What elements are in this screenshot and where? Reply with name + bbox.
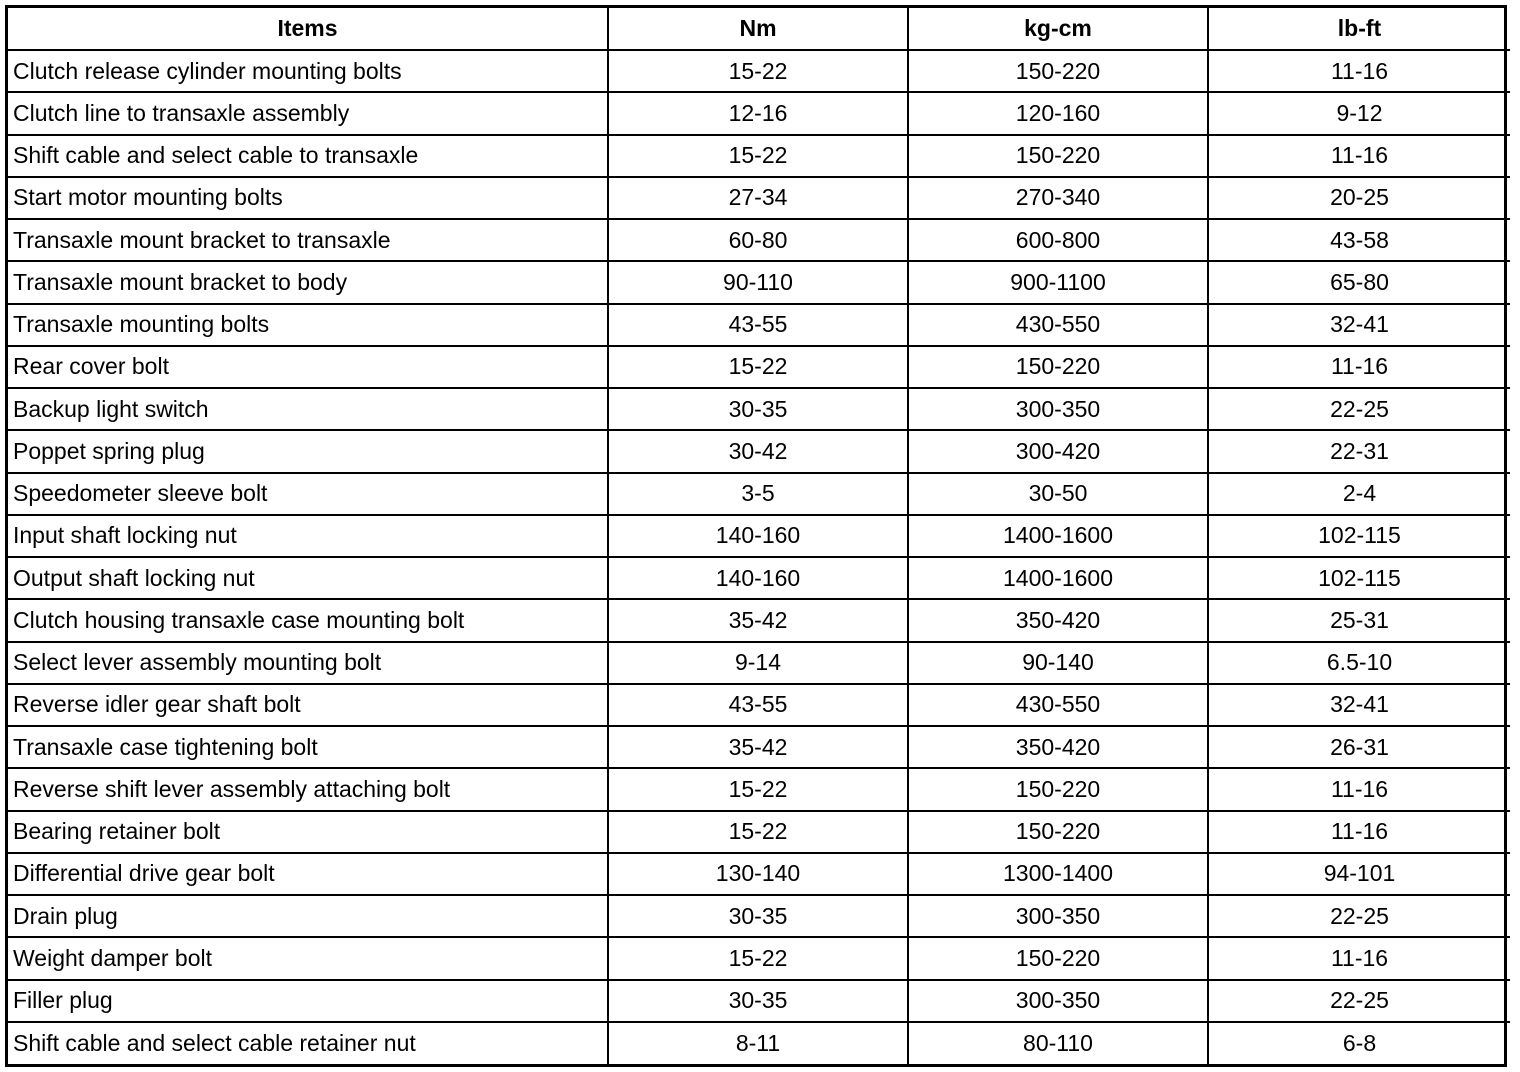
cell-lb-ft: 2-4 bbox=[1208, 473, 1510, 515]
cell-lb-ft: 11-16 bbox=[1208, 937, 1510, 979]
cell-item: Clutch line to transaxle assembly bbox=[8, 92, 608, 134]
header-lb-ft: lb-ft bbox=[1208, 8, 1510, 50]
cell-nm: 140-160 bbox=[608, 515, 908, 557]
table-row bbox=[8, 1022, 1510, 1064]
cell-item: Speedometer sleeve bolt bbox=[8, 473, 608, 515]
cell-item: Poppet spring plug bbox=[8, 430, 608, 472]
cell-lb-ft: 6.5-10 bbox=[1208, 642, 1510, 684]
cell-kg-cm: 30-50 bbox=[908, 473, 1208, 515]
table-row bbox=[8, 430, 1510, 472]
cell-lb-ft: 22-25 bbox=[1208, 388, 1510, 430]
cell-lb-ft: 32-41 bbox=[1208, 684, 1510, 726]
cell-kg-cm: 150-220 bbox=[908, 50, 1208, 92]
cell-kg-cm: 430-550 bbox=[908, 304, 1208, 346]
cell-nm: 15-22 bbox=[608, 811, 908, 853]
cell-item: Differential drive gear bolt bbox=[8, 853, 608, 895]
cell-nm: 35-42 bbox=[608, 726, 908, 768]
cell-nm: 35-42 bbox=[608, 599, 908, 641]
cell-nm: 30-35 bbox=[608, 388, 908, 430]
cell-lb-ft: 25-31 bbox=[1208, 599, 1510, 641]
cell-nm: 30-35 bbox=[608, 980, 908, 1022]
cell-item: Filler plug bbox=[8, 980, 608, 1022]
cell-lb-ft: 26-31 bbox=[1208, 726, 1510, 768]
cell-item: Transaxle mount bracket to transaxle bbox=[8, 219, 608, 261]
table-row bbox=[8, 980, 1510, 1022]
cell-lb-ft: 94-101 bbox=[1208, 853, 1510, 895]
cell-nm: 43-55 bbox=[608, 304, 908, 346]
cell-kg-cm: 150-220 bbox=[908, 768, 1208, 810]
cell-lb-ft: 11-16 bbox=[1208, 346, 1510, 388]
table-row bbox=[8, 895, 1510, 937]
cell-item: Transaxle mounting bolts bbox=[8, 304, 608, 346]
cell-kg-cm: 600-800 bbox=[908, 219, 1208, 261]
cell-lb-ft: 32-41 bbox=[1208, 304, 1510, 346]
cell-lb-ft: 22-25 bbox=[1208, 980, 1510, 1022]
cell-item: Backup light switch bbox=[8, 388, 608, 430]
table-row bbox=[8, 642, 1510, 684]
table-header-row bbox=[8, 8, 1510, 50]
cell-lb-ft: 6-8 bbox=[1208, 1022, 1510, 1064]
table-row bbox=[8, 726, 1510, 768]
cell-kg-cm: 150-220 bbox=[908, 937, 1208, 979]
torque-spec-table-container bbox=[5, 5, 1507, 1067]
cell-item: Rear cover bolt bbox=[8, 346, 608, 388]
cell-kg-cm: 350-420 bbox=[908, 599, 1208, 641]
cell-item: Shift cable and select cable to transaxle bbox=[8, 135, 608, 177]
cell-lb-ft: 9-12 bbox=[1208, 92, 1510, 134]
table-row bbox=[8, 304, 1510, 346]
cell-item: Drain plug bbox=[8, 895, 608, 937]
cell-lb-ft: 11-16 bbox=[1208, 135, 1510, 177]
cell-nm: 30-35 bbox=[608, 895, 908, 937]
cell-nm: 12-16 bbox=[608, 92, 908, 134]
cell-item: Output shaft locking nut bbox=[8, 557, 608, 599]
cell-item: Bearing retainer bolt bbox=[8, 811, 608, 853]
cell-nm: 140-160 bbox=[608, 557, 908, 599]
cell-kg-cm: 150-220 bbox=[908, 811, 1208, 853]
table-row bbox=[8, 515, 1510, 557]
table-row bbox=[8, 684, 1510, 726]
cell-kg-cm: 350-420 bbox=[908, 726, 1208, 768]
cell-nm: 43-55 bbox=[608, 684, 908, 726]
cell-item: Clutch release cylinder mounting bolts bbox=[8, 50, 608, 92]
cell-kg-cm: 80-110 bbox=[908, 1022, 1208, 1064]
table-row bbox=[8, 135, 1510, 177]
cell-item: Select lever assembly mounting bolt bbox=[8, 642, 608, 684]
cell-kg-cm: 300-350 bbox=[908, 388, 1208, 430]
cell-item: Start motor mounting bolts bbox=[8, 177, 608, 219]
header-items: Items bbox=[8, 8, 608, 50]
cell-kg-cm: 1400-1600 bbox=[908, 557, 1208, 599]
table-row bbox=[8, 92, 1510, 134]
torque-spec-table bbox=[8, 8, 1510, 1064]
cell-item: Weight damper bolt bbox=[8, 937, 608, 979]
cell-kg-cm: 300-350 bbox=[908, 980, 1208, 1022]
cell-kg-cm: 430-550 bbox=[908, 684, 1208, 726]
table-row bbox=[8, 811, 1510, 853]
cell-kg-cm: 300-350 bbox=[908, 895, 1208, 937]
cell-kg-cm: 270-340 bbox=[908, 177, 1208, 219]
cell-kg-cm: 90-140 bbox=[908, 642, 1208, 684]
cell-kg-cm: 900-1100 bbox=[908, 261, 1208, 303]
table-row bbox=[8, 599, 1510, 641]
cell-nm: 3-5 bbox=[608, 473, 908, 515]
cell-nm: 15-22 bbox=[608, 346, 908, 388]
cell-item: Reverse idler gear shaft bolt bbox=[8, 684, 608, 726]
table-row bbox=[8, 50, 1510, 92]
cell-item: Shift cable and select cable retainer nut bbox=[8, 1022, 608, 1064]
cell-nm: 27-34 bbox=[608, 177, 908, 219]
cell-nm: 130-140 bbox=[608, 853, 908, 895]
table-row bbox=[8, 388, 1510, 430]
cell-lb-ft: 102-115 bbox=[1208, 557, 1510, 599]
cell-item: Clutch housing transaxle case mounting bolt bbox=[8, 599, 608, 641]
table-row bbox=[8, 346, 1510, 388]
cell-lb-ft: 11-16 bbox=[1208, 768, 1510, 810]
header-kg-cm: kg-cm bbox=[908, 8, 1208, 50]
cell-nm: 9-14 bbox=[608, 642, 908, 684]
table-row bbox=[8, 557, 1510, 599]
cell-kg-cm: 1400-1600 bbox=[908, 515, 1208, 557]
cell-nm: 15-22 bbox=[608, 768, 908, 810]
cell-item: Transaxle mount bracket to body bbox=[8, 261, 608, 303]
cell-nm: 8-11 bbox=[608, 1022, 908, 1064]
table-row bbox=[8, 473, 1510, 515]
cell-nm: 60-80 bbox=[608, 219, 908, 261]
cell-kg-cm: 120-160 bbox=[908, 92, 1208, 134]
table-row bbox=[8, 177, 1510, 219]
table-row bbox=[8, 219, 1510, 261]
cell-kg-cm: 150-220 bbox=[908, 346, 1208, 388]
cell-nm: 15-22 bbox=[608, 50, 908, 92]
cell-kg-cm: 300-420 bbox=[908, 430, 1208, 472]
cell-kg-cm: 1300-1400 bbox=[908, 853, 1208, 895]
table-row bbox=[8, 768, 1510, 810]
table-row bbox=[8, 853, 1510, 895]
cell-lb-ft: 11-16 bbox=[1208, 50, 1510, 92]
cell-nm: 15-22 bbox=[608, 937, 908, 979]
cell-nm: 15-22 bbox=[608, 135, 908, 177]
cell-kg-cm: 150-220 bbox=[908, 135, 1208, 177]
cell-lb-ft: 20-25 bbox=[1208, 177, 1510, 219]
cell-lb-ft: 22-25 bbox=[1208, 895, 1510, 937]
cell-item: Input shaft locking nut bbox=[8, 515, 608, 557]
cell-lb-ft: 65-80 bbox=[1208, 261, 1510, 303]
cell-lb-ft: 102-115 bbox=[1208, 515, 1510, 557]
table-row bbox=[8, 937, 1510, 979]
cell-nm: 90-110 bbox=[608, 261, 908, 303]
header-nm: Nm bbox=[608, 8, 908, 50]
cell-item: Transaxle case tightening bolt bbox=[8, 726, 608, 768]
cell-lb-ft: 11-16 bbox=[1208, 811, 1510, 853]
cell-lb-ft: 43-58 bbox=[1208, 219, 1510, 261]
cell-lb-ft: 22-31 bbox=[1208, 430, 1510, 472]
cell-nm: 30-42 bbox=[608, 430, 908, 472]
table-row bbox=[8, 261, 1510, 303]
cell-item: Reverse shift lever assembly attaching bolt bbox=[8, 768, 608, 810]
